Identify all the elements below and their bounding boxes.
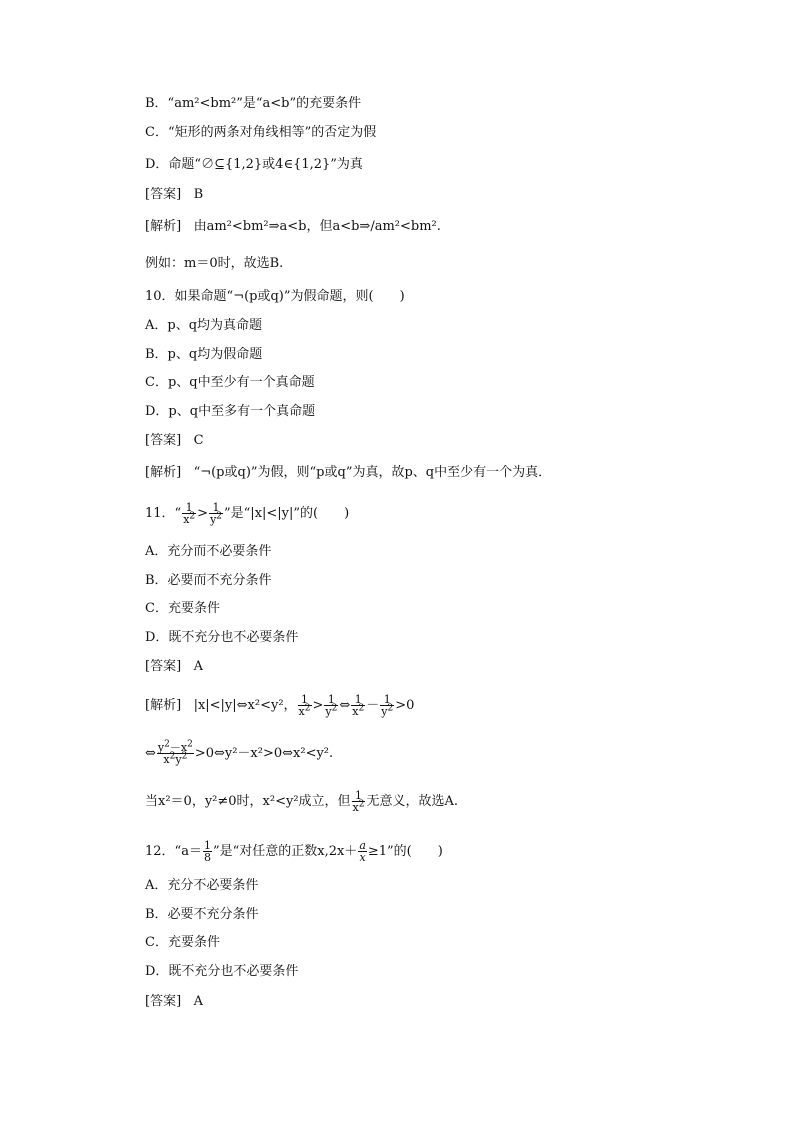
fraction: $\frac{1}{y^2}$: [325, 693, 338, 718]
q11-option-d: D．既不充分也不必要条件: [145, 630, 299, 645]
answer-value: A: [193, 994, 203, 1009]
q10-answer: [145, 431, 204, 451]
stem-suffix: ≥1”的( ): [367, 844, 443, 859]
q9-analysis: [145, 217, 441, 237]
q12-option-a: A．充分不必要条件: [145, 878, 259, 893]
fraction: $\frac{1}{y^2}$: [381, 693, 394, 718]
stem-mid: ”是“对任意的正数x,2x＋: [212, 844, 358, 859]
fraction: $\frac{1}{8}$: [203, 839, 211, 864]
q11-option-b: B．必要而不充分条件: [145, 573, 272, 588]
fraction: $\frac{1}{y^2}$: [210, 501, 223, 526]
analysis-line3-text-b: 无意义，故选A.: [366, 794, 459, 809]
q9-option-d: D．命题“∅⊆{1,2}或4∈{1,2}”为真: [145, 157, 363, 172]
q10-analysis: [145, 463, 551, 483]
q9-option-b: B．“am²<bm²”是“a<b”的充要条件: [145, 96, 362, 111]
analysis-text: “¬(p或q)”为假，则“p或q”为真，故p、q中至少有一个为真．: [193, 465, 552, 480]
q10-option-b: B．p、q均为假命题: [145, 347, 263, 362]
answer-label: [答案]: [145, 659, 182, 674]
stem-suffix: ”是“|x|<|y|”的( ): [224, 506, 350, 521]
q10-stem: 10．如果命题“¬(p或q)”为假命题，则( ): [145, 289, 405, 304]
q12-answer: [145, 992, 203, 1012]
q9-option-c: C．“矩形的两条对角线相等”的否定为假: [145, 125, 377, 140]
q11-analysis-line3: [145, 790, 458, 813]
q11-option-c: C．充要条件: [145, 601, 220, 616]
analysis-text: |x|<|y|⇔x²<y²，: [193, 698, 297, 713]
answer-label: [答案]: [145, 187, 182, 202]
answer-value: B: [193, 187, 204, 202]
q11-analysis: [解析] |x|<|y|⇔x²<y²， $\frac{1}{x^2}$ > $\frac{1}{y^2}$ ⇔ $\frac{1}{x^2}$ － $\frac{1}{y^2}$ >0: [145, 693, 415, 718]
q11-option-a: A．充分而不必要条件: [145, 544, 272, 559]
stem-prefix: 11．“: [145, 506, 182, 521]
fraction: $\frac{1}{x^2}$: [352, 693, 365, 718]
q9-answer: [145, 185, 203, 205]
q11-answer: [145, 657, 203, 677]
q12-option-b: B．必要不充分条件: [145, 907, 259, 922]
fraction: $\frac{1}{x^2}$: [183, 501, 196, 526]
analysis-label: [解析]: [145, 698, 182, 713]
q10-option-a: A．p、q均为真命题: [145, 318, 263, 333]
q11-stem: 11．“ $\frac{1}{x^2}$ > $\frac{1}{y^2}$ ”是“|x|<|y|”的( ): [145, 501, 350, 526]
analysis-line2-text: >0⇔y²－x²>0⇔x²<y².: [194, 746, 334, 761]
q9-example: 例如：m＝0时，故选B.: [145, 256, 284, 271]
analysis-line3-text-a: 当x²＝0，y²≠0时，x²<y²成立，但: [145, 794, 351, 809]
fraction: $\frac{y^2-x^2}{x^2y^2}$: [157, 739, 193, 766]
answer-value: A: [193, 659, 203, 674]
q10-option-c: C．p、q中至少有一个真命题: [145, 375, 315, 390]
analysis-text: 由am²<bm²⇒a<b，但a<b⇒/am²<bm².: [193, 219, 441, 234]
fraction: $\frac{1}{x^2}$: [352, 789, 365, 814]
answer-label: [答案]: [145, 994, 182, 1009]
analysis-label: [解析]: [145, 465, 182, 480]
stem-prefix: 12．“a＝: [145, 844, 202, 859]
answer-label: [答案]: [145, 433, 182, 448]
q10-option-d: D．p、q中至多有一个真命题: [145, 404, 316, 419]
answer-value: C: [193, 433, 204, 448]
q12-stem: [145, 840, 443, 863]
fraction: $\frac{a}{x}$: [359, 839, 366, 864]
fraction: $\frac{1}{x^2}$: [298, 693, 311, 718]
analysis-label: [解析]: [145, 219, 182, 234]
q12-option-c: C．充要条件: [145, 935, 220, 950]
q11-analysis-line2: ⇔ $\frac{y^2-x^2}{x^2y^2}$ >0⇔y²－x²>0⇔x²<y².: [145, 739, 334, 766]
q12-option-d: D．既不充分也不必要条件: [145, 964, 299, 979]
